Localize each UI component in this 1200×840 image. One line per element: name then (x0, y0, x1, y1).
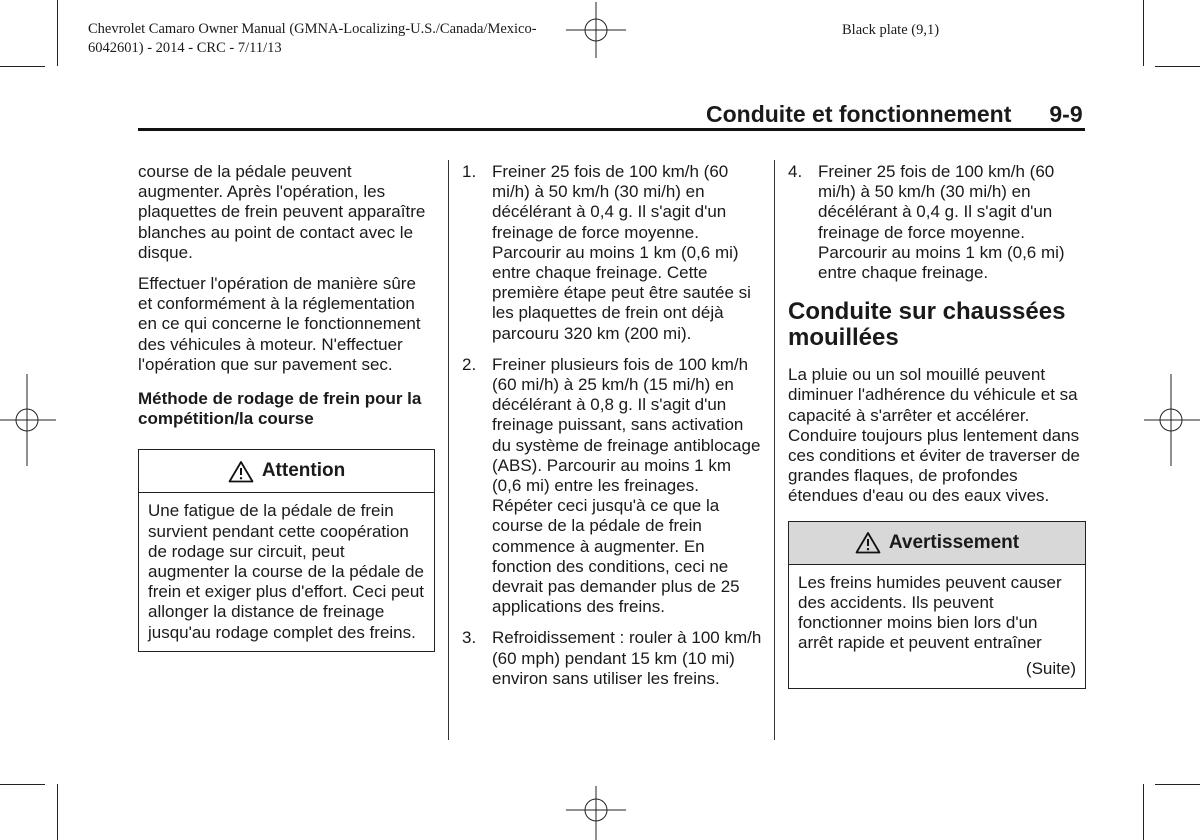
header-rule (138, 128, 1085, 131)
section-title: Conduite et fonctionnement (706, 101, 1012, 127)
attention-header (139, 450, 434, 493)
crop-mark (57, 0, 58, 66)
column-divider (448, 160, 449, 740)
print-header-line1: Chevrolet Camaro Owner Manual (GMNA-Localizing-U.S./Canada/Mexico- (88, 21, 537, 37)
list-number: 4. (788, 162, 803, 181)
list-item (462, 355, 762, 618)
crop-mark (0, 66, 45, 67)
warning-box (788, 521, 1086, 689)
print-header (88, 20, 537, 58)
attention-text: Une fatigue de la pédale de frein survient pendant cette coopération de rodage sur circuit, peut augmenter la course de la pédale de frein et exiger plus d'effort. Ceci peut allonger la distance de freinage jusqu'au rodage complet des freins. (148, 501, 425, 642)
print-header-line2: 6042601) - 2014 - CRC - 7/11/13 (88, 40, 282, 56)
column-1 (138, 162, 430, 652)
crop-mark (1143, 784, 1144, 840)
column-divider (774, 160, 775, 740)
list-text: Freiner 25 fois de 100 km/h (60 mi/h) à 50 km/h (30 mi/h) en décélérant à 0,4 g. Il s'agit d'un freinage de force moyenne. Parcourir au moins 1 km (0,6 mi) entre chaque freinage. (818, 162, 1065, 283)
list-item (788, 162, 1088, 283)
registration-mark-icon (0, 374, 56, 466)
crop-mark (1143, 0, 1144, 66)
attention-box (138, 449, 435, 651)
list-text: Refroidissement : rouler à 100 km/h (60 mph) pendant 15 km (10 mi) environ sans utiliser les freins. (492, 628, 762, 688)
list-item (462, 162, 762, 344)
warning-triangle-icon (228, 460, 254, 483)
paragraph: Effectuer l'opération de manière sûre et conformément à la réglementation en ce qui concerne le fonctionnement des véhicules à moteur. N'effectuer l'opération que sur pavement sec. (138, 274, 421, 374)
list-number: 1. (462, 162, 477, 181)
registration-mark-icon (566, 2, 626, 58)
warning-triangle-icon (855, 531, 881, 554)
crop-mark (1155, 66, 1200, 67)
black-plate-label: Black plate (9,1) (842, 22, 940, 38)
attention-title: Attention (261, 460, 346, 482)
procedure-list-continued (788, 162, 1088, 283)
crop-mark (1155, 784, 1200, 785)
warning-body (789, 565, 1085, 688)
list-text: Freiner 25 fois de 100 km/h (60 mi/h) à 50 km/h (30 mi/h) en décélérant à 0,4 g. Il s'agit d'un freinage de force moyenne. Parcourir au moins 1 km (0,6 mi) entre chaque freinage. Cette première étape peut être sautée si les plaquettes de frein ont déjà parcouru 320 km (200 mi). (492, 162, 751, 343)
paragraph: course de la pédale peuvent augmenter. Après l'opération, les plaquettes de frein peuvent apparaître blanches au point de contact avec le disque. (138, 162, 426, 262)
list-item (462, 628, 762, 689)
subheading: Méthode de rodage de frein pour la compétition/la course (138, 389, 422, 429)
crop-mark (0, 784, 45, 785)
continued-label: (Suite) (1025, 659, 1076, 679)
paragraph: La pluie ou un sol mouillé peuvent diminuer l'adhérence du véhicule et sa capacité à s'arrêter et accélérer. Conduire toujours plus lentement dans ces conditions et éviter de traverser de grandes flaques, de profondes étendues d'eau ou des eaux vives. (788, 365, 1080, 506)
registration-mark-icon (566, 786, 626, 840)
warning-title: Avertissement (888, 531, 1020, 553)
list-text: Freiner plusieurs fois de 100 km/h (60 mi/h) à 25 km/h (15 mi/h) en décélérant à 0,8 g. Il s'agit d'un freinage puissant, sans activation du système de freinage antiblocage (ABS). Parcourir au moins 1 km (0,6 mi) entre les freinages. Répéter ceci jusqu'à ce que la course de la pédale de frein commence à augmenter. En fonction des conditions, ceci ne devrait pas demander plus de 25 applications des freins. (492, 354, 761, 617)
list-number: 3. (462, 628, 477, 648)
registration-mark-icon (1144, 374, 1200, 466)
procedure-list (462, 162, 762, 689)
column-2 (462, 162, 762, 700)
section-heading: Conduite sur chaussées mouillées (788, 298, 1066, 352)
page-number: 9-9 (1049, 101, 1083, 127)
warning-text: Les freins humides peuvent causer des accidents. Ils peuvent fonctionner moins bien lors d'un arrêt rapide et peuvent entraîner (798, 572, 1062, 653)
crop-mark (57, 784, 58, 840)
warning-header (789, 522, 1085, 565)
running-head (706, 101, 1083, 128)
column-3 (788, 162, 1088, 689)
list-number: 2. (462, 354, 477, 374)
